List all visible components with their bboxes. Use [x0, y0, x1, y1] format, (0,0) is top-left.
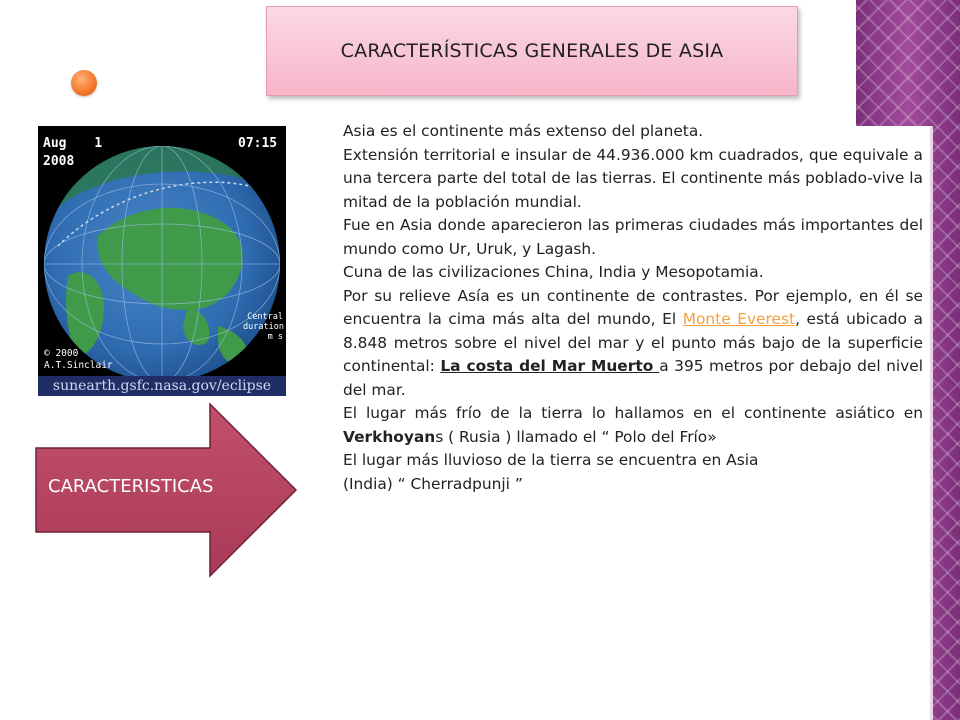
paragraph-1: Asia es el continente más extenso del planeta.: [343, 122, 704, 140]
orange-bullet-icon: [71, 70, 97, 96]
paragraph-5-part-b: , está ubicado a 8.848 metros sobre el nivel del mar y el punto más bajo de la superficie continental:: [343, 310, 923, 375]
globe-legend-line1: Central: [247, 312, 283, 322]
paragraph-8: (India) “ Cherradpunji ”: [343, 474, 523, 493]
verkhoyansk-bold: Verkhoyan: [343, 427, 436, 446]
globe-caption: sunearth.gsfc.nasa.gov/eclipse: [38, 376, 286, 396]
paragraph-6-part-b: s ( Rusia ) llamado el “ Polo del Frío»: [435, 427, 717, 446]
body-text: [343, 120, 923, 496]
title-box: [266, 6, 798, 96]
globe-time: 07:15: [238, 136, 278, 151]
paragraph-7: El lugar más lluvioso de la tierra se encuentra en Asia: [343, 451, 759, 469]
slide-title: CARACTERÍSTICAS GENERALES DE ASIA: [340, 40, 724, 62]
globe-legend-line2: duration: [243, 322, 284, 332]
mar-muerto-underlined: La costa del Mar Muerto: [440, 357, 660, 375]
arrow-label: CARACTERISTICAS: [48, 476, 214, 497]
globe-year: 2008: [43, 154, 75, 169]
content-panel-edge: [930, 126, 933, 720]
paragraph-3: Fue en Asia donde aparecieron las primeras ciudades más importantes del mundo como Ur, Uruk, y Lagash.: [343, 216, 923, 258]
monte-everest-link[interactable]: Monte Everest: [682, 310, 796, 328]
globe-day: 1: [94, 136, 103, 151]
paragraph-4: Cuna de las civilizaciones China, India y Mesopotamia.: [343, 263, 764, 281]
globe-copyright-line2: A.T.Sinclair: [44, 360, 113, 371]
globe-copyright-line1: © 2000: [44, 348, 79, 359]
paragraph-6-part-a: El lugar más frío de la tierra lo hallamos en el continente asiático en: [343, 404, 923, 422]
eclipse-globe-image: [38, 126, 286, 396]
paragraph-2: Extensión territorial e insular de 44.936.000 km cuadrados, que equivale a una tercera parte del total de las tierras. El continente más poblado-vive la mitad de la población mundial.: [343, 145, 923, 211]
paragraph-5-part-c: a 395 metros por debajo del nivel del mar.: [343, 357, 923, 399]
globe-month: Aug: [43, 136, 67, 151]
paragraph-5-part-a: Por su relieve Asía es un continente de contrastes. Por ejemplo, en él se encuentra la cima más alta del mundo, El: [343, 286, 923, 328]
paragraph-5: [343, 285, 923, 403]
paragraph-6: [343, 402, 923, 449]
globe-legend-line3: m s: [267, 332, 283, 342]
